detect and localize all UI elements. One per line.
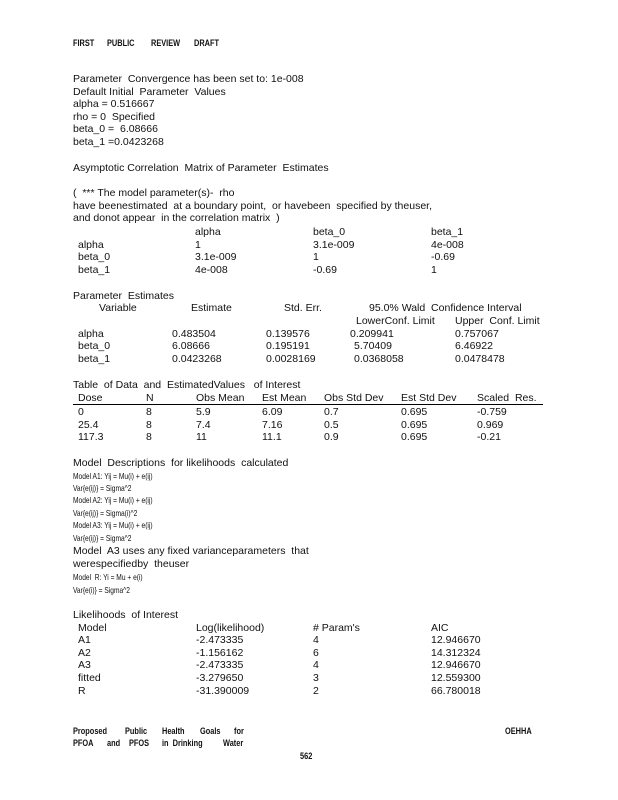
likelihoods-cell: 14.312324 (431, 647, 481, 659)
interest-col-header: Obs Std Dev (324, 392, 384, 404)
correlation-cell: 1 (313, 251, 319, 263)
likelihoods-cell: A1 (78, 634, 91, 646)
correlation-cell: 4e-008 (431, 239, 464, 251)
footer-word: and (107, 738, 121, 748)
model-a1-variance: Var{e(ij)} = Sigma^2 (73, 483, 132, 493)
models-title: Model Descriptions for likelihoods calculated (73, 457, 289, 469)
interest-cell: 8 (146, 406, 152, 418)
correlation-row-label: beta_1 (78, 264, 111, 276)
likelihoods-cell: 12.559300 (431, 672, 481, 684)
likelihoods-title: Likelihoods of Interest (73, 609, 179, 621)
footer-word: PFOA (73, 738, 94, 748)
interest-col-header: Dose (78, 392, 103, 404)
interest-cell: 0.7 (324, 406, 339, 418)
likelihoods-cell: 2 (313, 685, 319, 697)
correlation-cell: 3.1e-009 (313, 239, 355, 251)
estimates-cell: 0.209941 (350, 328, 394, 340)
estimates-cell: 0.0423268 (172, 353, 222, 365)
interest-cell: 0.695 (401, 431, 428, 443)
interest-cell: 5.9 (196, 406, 211, 418)
interest-col-header: Est Mean (262, 392, 307, 404)
interest-col-header: Est Std Dev (401, 392, 457, 404)
estimates-row-label: alpha (78, 328, 104, 340)
correlation-col-header: beta_1 (431, 226, 464, 238)
beta0-initial: beta_0 = 6.08666 (73, 123, 158, 135)
estimates-cell: 0.757067 (455, 328, 499, 340)
interest-col-header: Scaled Res. (477, 392, 537, 404)
model-r: Model R: Yi = Mu + e(i) (73, 572, 143, 582)
likelihoods-col-header: AIC (431, 622, 449, 634)
model-a1: Model A1: Yij = Mu(i) + e(ij) (73, 471, 153, 481)
likelihoods-cell: 3 (313, 672, 319, 684)
estimates-header: 95.0% Wald Confidence Interval (369, 302, 522, 314)
footer-org: OEHHA (505, 726, 532, 736)
interest-cell: 25.4 (78, 419, 99, 431)
estimates-cell: 0.0368058 (354, 353, 404, 365)
estimates-cell: 6.46922 (455, 340, 493, 352)
likelihoods-cell: A2 (78, 647, 91, 659)
likelihoods-cell: -31.390009 (196, 685, 250, 697)
correlation-cell: -0.69 (431, 251, 455, 263)
interest-cell: 11.1 (262, 431, 282, 443)
estimates-cell: 5.70409 (354, 340, 392, 352)
interest-cell: 0.9 (324, 431, 339, 443)
likelihoods-cell: -2.473335 (196, 659, 244, 671)
estimates-cell: 6.08666 (172, 340, 210, 352)
interest-col-header: N (146, 392, 154, 404)
interest-col-header: Obs Mean (196, 392, 245, 404)
estimates-header: Estimate (191, 302, 232, 314)
footer-word: Public (125, 726, 148, 736)
header-rule (73, 404, 543, 405)
correlation-row-label: beta_0 (78, 251, 111, 263)
correlation-note: and donot appear in the correlation matrix ) (73, 212, 280, 224)
footer-word: Water (223, 738, 244, 748)
interest-cell: 8 (146, 431, 152, 443)
likelihoods-cell: 4 (313, 659, 319, 671)
model-a2-variance: Var{e(ij)} = Sigma(i)^2 (73, 508, 138, 518)
likelihoods-cell: -2.473335 (196, 634, 244, 646)
header-word: DRAFT (194, 38, 220, 48)
header-word: REVIEW (151, 38, 181, 48)
correlation-cell: 3.1e-009 (195, 251, 237, 263)
estimates-cell: 0.139576 (266, 328, 310, 340)
convergence-line: Parameter Convergence has been set to: 1e-008 (73, 73, 304, 85)
interest-cell: 7.4 (196, 419, 211, 431)
interest-cell: 8 (146, 419, 152, 431)
model-a3: Model A3: Yij = Mu(i) + e(ij) (73, 520, 153, 530)
estimates-header: LowerConf. Limit (356, 315, 435, 327)
likelihoods-cell: -1.156162 (196, 647, 244, 659)
header-word: FIRST (73, 38, 95, 48)
header-word: PUBLIC (107, 38, 135, 48)
correlation-note: have beenestimated at a boundary point, or havebeen specified by theuser, (73, 200, 432, 212)
estimates-cell: 0.0478478 (455, 353, 505, 365)
footer-word: in Drinking (162, 738, 203, 748)
correlation-title: Asymptotic Correlation Matrix of Parameter Estimates (73, 162, 329, 174)
estimates-header: Variable (99, 302, 137, 314)
alpha-initial: alpha = 0.516667 (73, 98, 155, 110)
interest-cell: -0.21 (477, 431, 501, 443)
interest-cell: 0.969 (477, 419, 504, 431)
estimates-title: Parameter Estimates (73, 290, 174, 302)
model-a3-variance: Var{e(ij)} = Sigma^2 (73, 533, 132, 543)
rho-initial: rho = 0 Specified (73, 111, 156, 123)
correlation-cell: 1 (431, 264, 437, 276)
page-number: 562 (300, 751, 313, 761)
interest-cell: 6.09 (262, 406, 283, 418)
correlation-row-label: alpha (78, 239, 104, 251)
footer-word: PFOS (129, 738, 150, 748)
footer-word: for (234, 726, 244, 736)
model-a2: Model A2: Yij = Mu(i) + e(ij) (73, 495, 153, 505)
correlation-cell: 4e-008 (195, 264, 228, 276)
correlation-col-header: beta_0 (313, 226, 346, 238)
estimates-header: Upper Conf. Limit (455, 315, 540, 327)
estimates-row-label: beta_1 (78, 353, 111, 365)
likelihoods-col-header: Log(likelihood) (196, 622, 265, 634)
correlation-cell: 1 (195, 239, 201, 251)
model-a3-note: Model A3 uses any fixed varianceparameters that (73, 545, 309, 557)
likelihoods-cell: 6 (313, 647, 319, 659)
interest-cell: 0.695 (401, 406, 428, 418)
interest-title: Table of Data and EstimatedValues of Interest (73, 379, 301, 391)
default-values-heading: Default Initial Parameter Values (73, 86, 226, 98)
model-a3-note: werespecifiedby theuser (73, 558, 190, 570)
estimates-cell: 0.483504 (172, 328, 216, 340)
estimates-header: Std. Err. (284, 302, 322, 314)
correlation-cell: -0.69 (313, 264, 337, 276)
interest-cell: 117.3 (78, 431, 104, 443)
likelihoods-cell: -3.279650 (196, 672, 244, 684)
interest-cell: 0 (78, 406, 84, 418)
correlation-col-header: alpha (195, 226, 221, 238)
interest-cell: -0.759 (477, 406, 507, 418)
estimates-cell: 0.0028169 (266, 353, 316, 365)
beta1-initial: beta_1 =0.0423268 (73, 136, 164, 148)
likelihoods-col-header: Model (78, 622, 107, 634)
likelihoods-cell: 12.946670 (431, 659, 481, 671)
footer-word: Proposed (73, 726, 108, 736)
likelihoods-cell: 12.946670 (431, 634, 481, 646)
footer-word: Goals (200, 726, 221, 736)
model-r-variance: Var{e(i)} = Sigma^2 (73, 585, 130, 595)
likelihoods-col-header: # Param's (313, 622, 360, 634)
likelihoods-cell: R (78, 685, 86, 697)
interest-cell: 11 (196, 431, 207, 443)
footer-word: Health (162, 726, 185, 736)
likelihoods-cell: A3 (78, 659, 91, 671)
interest-cell: 7.16 (262, 419, 283, 431)
likelihoods-cell: fitted (78, 672, 101, 684)
correlation-note: ( *** The model parameter(s)- rho (73, 187, 235, 199)
likelihoods-cell: 66.780018 (431, 685, 481, 697)
interest-cell: 0.695 (401, 419, 428, 431)
estimates-row-label: beta_0 (78, 340, 111, 352)
likelihoods-cell: 4 (313, 634, 319, 646)
estimates-cell: 0.195191 (266, 340, 310, 352)
interest-cell: 0.5 (324, 419, 339, 431)
